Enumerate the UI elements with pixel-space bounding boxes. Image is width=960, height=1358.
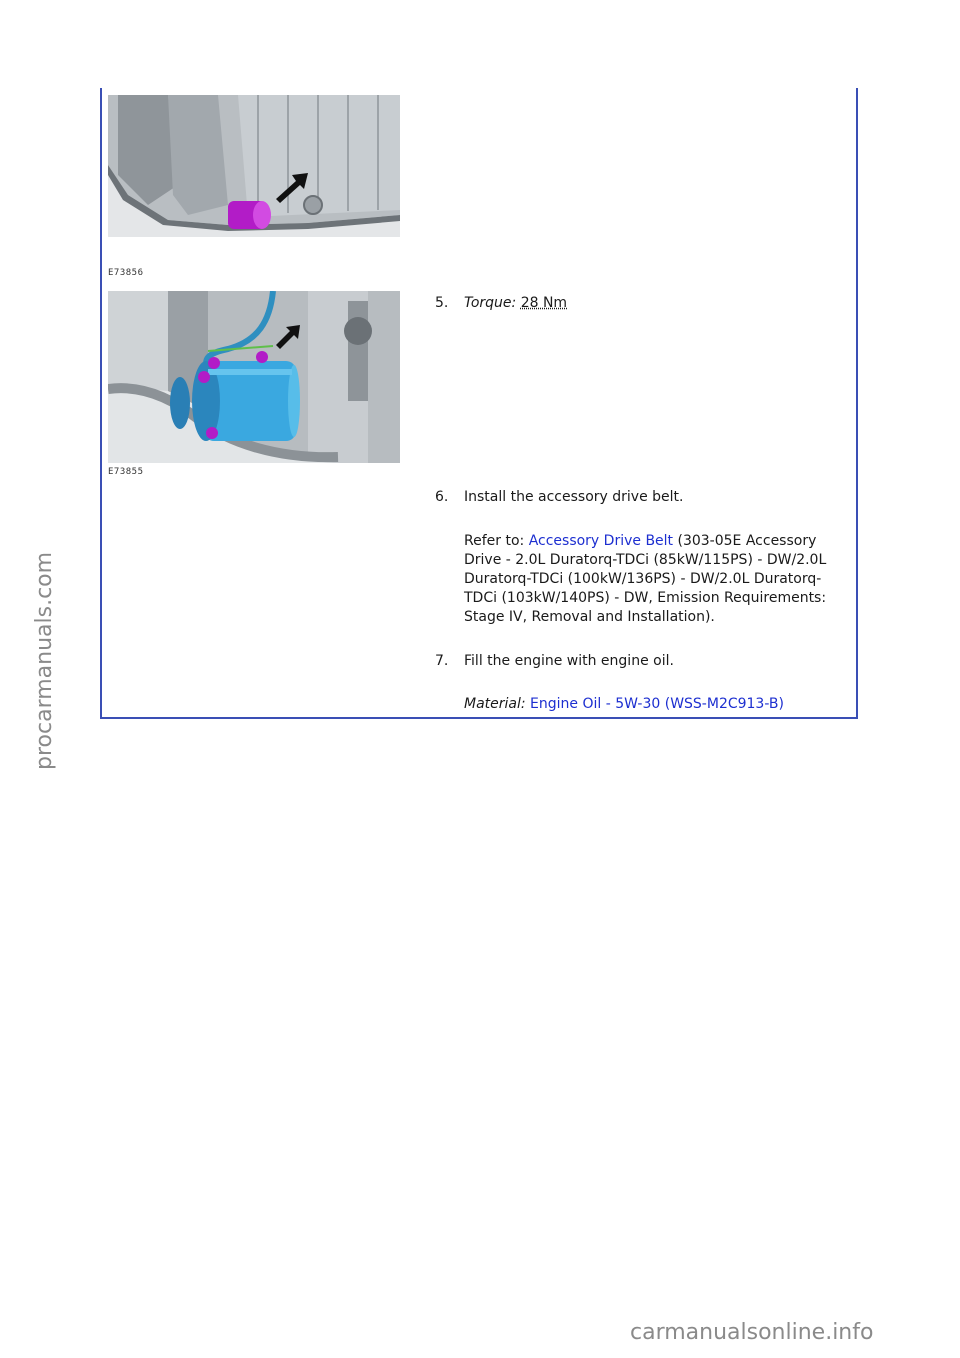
- torque-label: Torque:: [464, 295, 517, 311]
- accessory-drive-belt-link[interactable]: Accessory Drive Belt: [528, 533, 674, 549]
- engine-oil-link[interactable]: Engine Oil - 5W-30 (WSS-M2C913-B): [530, 696, 784, 712]
- material-note: [464, 695, 844, 714]
- torque-spec: [464, 294, 844, 313]
- step-text: Install the accessory drive belt.: [464, 489, 684, 505]
- figure-oil-pan: [108, 95, 400, 237]
- refer-prefix: Refer to:: [464, 533, 525, 549]
- step-number: 5.: [435, 295, 449, 311]
- step-number: 6.: [435, 489, 449, 505]
- figure-code: E73856: [108, 268, 144, 278]
- watermark-bottom: carmanualsonline.info: [630, 1320, 874, 1345]
- figure-code: E73855: [108, 467, 144, 477]
- step-number: 7.: [435, 653, 449, 669]
- torque-value[interactable]: 28 Nm: [520, 295, 568, 311]
- material-label: Material:: [464, 696, 526, 712]
- refer-to-note: [464, 532, 844, 627]
- figure-ac-compressor: [108, 291, 400, 463]
- watermark-left: procarmanuals.com: [32, 551, 57, 770]
- step-text: Fill the engine with engine oil.: [464, 653, 674, 669]
- refer-details: (303-05E Accessory Drive - 2.0L Duratorq-TDCi (85kW/115PS) - DW/2.0L Duratorq-TDCi (100kW/136PS) - DW/2.0L Duratorq-TDCi (103kW/140PS) - DW, Emission Requirements: Stage IV, Removal and Installation).: [464, 533, 827, 625]
